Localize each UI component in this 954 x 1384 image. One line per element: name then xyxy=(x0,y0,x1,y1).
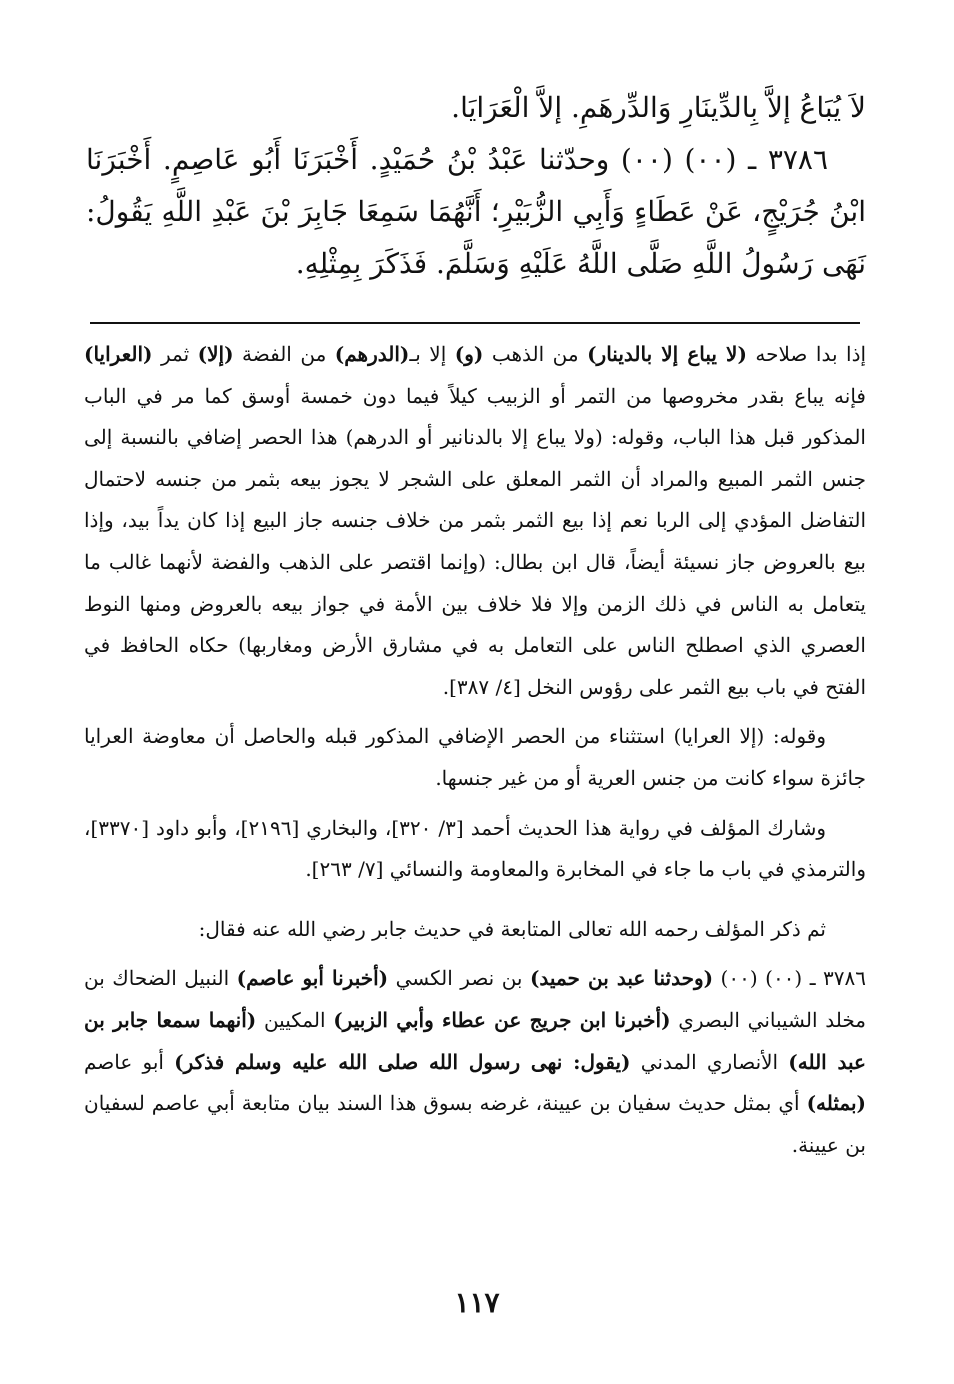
commentary-quote: (لا يباع إلا بالدينار) xyxy=(587,342,747,366)
commentary-text: ثمر xyxy=(152,342,198,366)
commentary-quote: (العرايا) xyxy=(84,342,153,366)
commentary-text: أبو عاصم xyxy=(84,1049,175,1074)
commentary-text: من الفضة xyxy=(233,342,335,366)
footnote-separator-rule xyxy=(90,322,860,324)
commentary-quote: (و) xyxy=(454,342,484,366)
commentary-quote: (أنهما سمعا جابر بن عبد الله) xyxy=(84,1007,866,1074)
commentary-quote: (وحدثنا عبد بن حميد) xyxy=(529,966,714,991)
commentary-text: المكيين xyxy=(256,1007,334,1032)
commentary-paragraph-5 xyxy=(84,958,866,1166)
page-number: ١١٧ xyxy=(454,1286,500,1319)
commentary-paragraph-1 xyxy=(84,334,866,708)
hadith-line-1: لاَ يُبَاعُ إلاَّ بِالدِّينَارِ وَالدِّرهَمِ. إلاَّ الْعَرَايَا. xyxy=(451,91,866,124)
commentary-quote: (أخبرنا ابن جريج عن عطاء وأبي الزبير) xyxy=(333,1007,671,1032)
commentary-quote: (أخبرنا أبو عاصم) xyxy=(236,966,389,991)
commentary-text: ٣٧٨٦ ـ (٠٠) (٠٠) xyxy=(713,966,867,991)
commentary-text: من الذهب xyxy=(483,342,588,366)
commentary-block xyxy=(84,334,866,1166)
commentary-text: النبيل الضحاك بن مخلد الشيباني البصري xyxy=(84,966,866,1032)
commentary-text: إذا بدا صلاحه xyxy=(746,342,867,366)
commentary-quote: (إلا) xyxy=(197,342,234,366)
hadith-paragraph-3786: ٣٧٨٦ ـ (٠٠) (٠٠) وحدّثنا عَبْدُ بْنُ حُمَيْدٍ. أَخْبَرَنَا أَبُو عَاصِمٍ. أَخْبَرَنَا ابْنُ جُرَيْجٍ، عَنْ عَطَاءٍ وَأَبِي الزُّبَيْرِ؛ أَنَّهُمَا سَمِعَا جَابِرَ بْنَ عَبْدِ اللَّهِ يَقُولُ: نَهَى رَسُولُ اللَّهِ صَلَّى اللَّهُ عَلَيْهِ وَسَلَّمَ. فَذَكَرَ بِمِثْلِهِ. xyxy=(86,143,866,280)
commentary-text: إلا بـ xyxy=(409,342,455,366)
commentary-text: الأنصاري المدني xyxy=(630,1049,789,1074)
commentary-text: أي بمثل حديث سفيان بن عيينة، غرضه بسوق هذا السند بيان متابعة أبي عاصم لسفيان بن عيينة. xyxy=(84,1091,866,1157)
commentary-paragraph-4: ثم ذكر المؤلف رحمه الله تعالى المتابعة في حديث جابر رضي الله عنه فقال: xyxy=(198,916,826,941)
commentary-text: فإنه يباع بقدر مخروصها من التمر أو الزبيب كيلاً فيما دون خمسة أوسق كما مر في الباب المذكور قبل هذا الباب، وقوله: (ولا يباع إلا بالدنانير أو الدرهم) هذا الحصر إضافي بالنسبة إلى جنس الثمر المبيع والمراد أن الثمر المعلق على الشجر لا يجوز بيعه بثمر من جنسه لاحتمال التفاضل المؤدي إلى الربا نعم إذا بيع الثمر بثمر من خلاف جنسه جاز البيع إذا كان يداً بيد، وإذا بيع بالعروض جاز نسيئة أيضاً، قال ابن بطال: (وإنما اقتصر على الذهب والفضة لأنهما غالب ما يتعامل به الناس في ذلك الزمن وإلا فلا خلاف بين الأمة في جواز بيعه بالعروض ومنها النوط العصري الذي اصطلح الناس على التعامل به في مشارق الأرض ومغاربها) حكاه الحافظ في الفتح في باب بيع الثمر على رؤوس النخل [٤/ ٣٨٧]. xyxy=(84,383,866,699)
commentary-paragraph-3: وشارك المؤلف في رواية هذا الحديث أحمد [٣/ ٣٢٠]، والبخاري [٢١٩٦]، وأبو داود [٣٣٧٠]، والترمذي في باب ما جاء في المخابرة والمعاومة والنسائي [٧/ ٢٦٣]. xyxy=(84,815,866,882)
commentary-text: بن نصر الكسي xyxy=(388,966,530,991)
commentary-paragraph-2: وقوله: (إلا العرايا) استثناء من الحصر الإضافي المذكور قبله والحاصل أن معاوضة العرايا جائزة سواء كانت من جنس العرية أو من غير جنسها. xyxy=(84,724,866,790)
hadith-text-block xyxy=(86,82,866,290)
commentary-quote: (الدرهم) xyxy=(334,342,410,366)
commentary-quote: (يقول: نهى رسول الله صلى الله عليه وسلم فذكر) xyxy=(174,1049,631,1074)
commentary-quote: (بمثله) xyxy=(806,1091,866,1116)
